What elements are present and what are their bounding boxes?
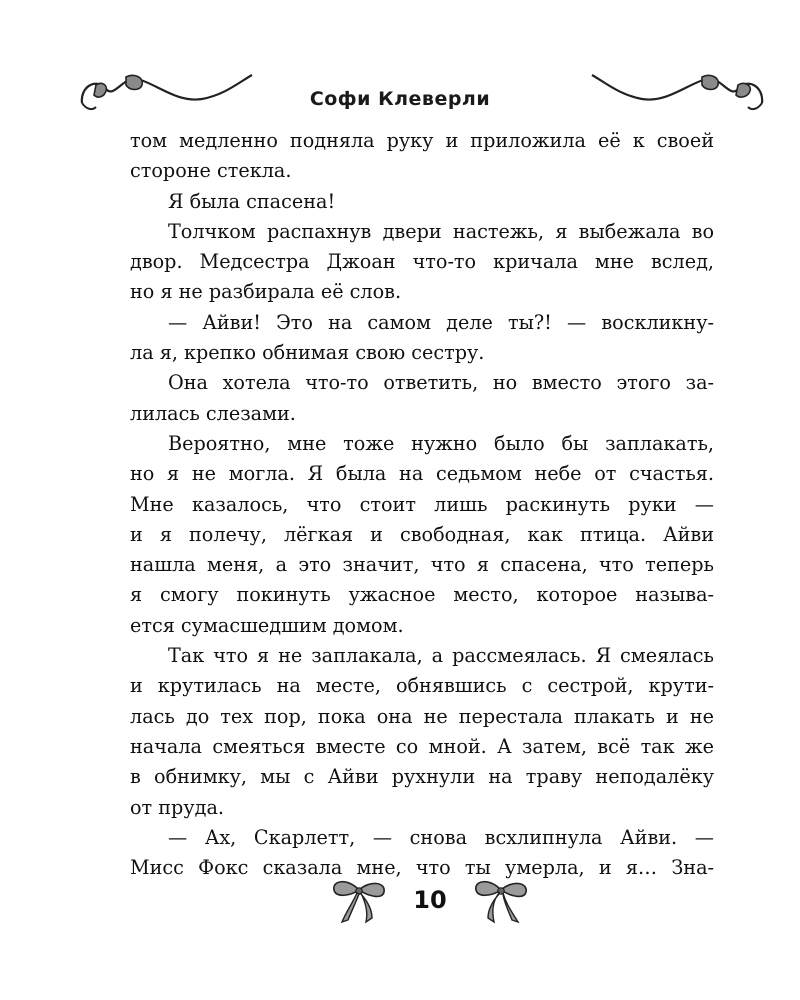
ribbon-ornament-right-icon [590, 63, 766, 115]
text-line: том медленно подняла руку и приложила её к своей [130, 129, 714, 152]
text-line: но я не разбирала её слов. [130, 280, 402, 304]
text-line: Я была спасена! [168, 189, 336, 213]
text-line: Она хотела что-то ответить, но вместо этого за- [168, 371, 714, 395]
text-line: ла я, крепко обнимая свою сестру. [130, 341, 485, 365]
text-line: Так что я не заплакала, а рассмеялась. Я смеялась [168, 644, 714, 668]
page-header [0, 55, 800, 125]
text-line: — Ах, Скарлетт, — снова всхлипнула Айви. — [168, 825, 714, 849]
bow-ornament-right-icon [470, 876, 532, 926]
text-line: стороне стекла. [130, 159, 292, 183]
text-line: и я полечу, лёгкая и свободная, как птица. Айви [130, 522, 714, 546]
text-line: лилась слезами. [130, 401, 296, 425]
text-line: двор. Медсестра Джоан что-то кричала мне вслед, [130, 250, 714, 274]
text-line: и крутилась на месте, обнявшись с сестрой, крути- [130, 674, 714, 698]
text-line: от пруда. [130, 795, 224, 819]
text-line: нашла меня, а это значит, что я спасена, что теперь [130, 553, 714, 577]
text-line: Вероятно, мне тоже нужно было бы заплакать, [168, 431, 714, 455]
text-line: — Айви! Это на самом деле ты?! — воскликну- [168, 310, 714, 334]
text-line: Мне казалось, что стоит лишь раскинуть руки — [130, 492, 714, 516]
page-body-text [130, 126, 714, 883]
text-line: в обнимку, мы с Айви рухнули на траву неподалёку [130, 765, 714, 789]
text-line: ется сумасшедшим домом. [130, 613, 404, 637]
page-footer [0, 870, 800, 930]
text-line: Толчком распахнув двери настежь, я выбежала во [168, 219, 714, 243]
text-line: я смогу покинуть ужасное место, которое называ- [130, 583, 714, 607]
page-number: 10 [413, 886, 447, 914]
text-line: Мисс Фокс сказала мне, что ты умерла, и я… Зна- [130, 856, 714, 880]
text-line: лась до тех пор, пока она не перестала плакать и не [130, 704, 714, 728]
text-line: начала смеяться вместе со мной. А затем, всё так же [130, 734, 714, 758]
text-line: но я не могла. Я была на седьмом небе от счастья. [130, 462, 714, 486]
running-title: Софи Клеверли [309, 88, 491, 110]
